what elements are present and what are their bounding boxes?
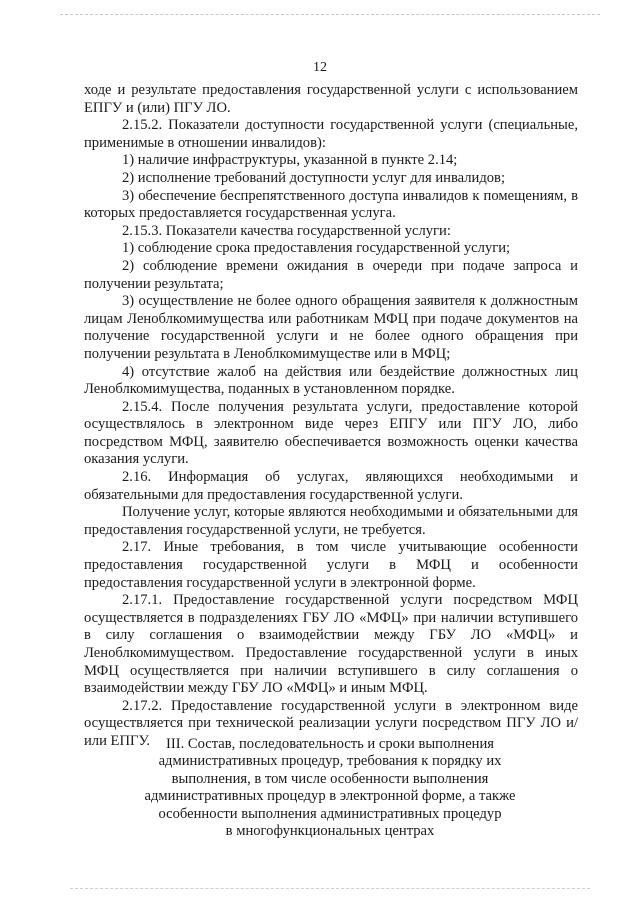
paragraph: ходе и результате предоставления государственной услуги с использованием ЕПГУ и (или) ПГУ ЛО.: [84, 82, 578, 116]
heading-line: административных процедур, требования к порядку их: [158, 753, 502, 770]
paragraph: 2.15.2. Показатели доступности государственной услуги (специальные, применимые в отношении инвалидов):: [84, 117, 578, 151]
paragraph: 2.16. Информация об услугах, являющихся необходимыми и обязательными для предоставления государственной услуги.: [84, 469, 578, 503]
list-item: 3) обеспечение беспрепятственного доступа инвалидов к помещениям, в которых предоставляется государственная услуга.: [84, 187, 578, 222]
scan-edge-top: [60, 14, 600, 16]
paragraph: 2.15.3. Показатели качества государственной услуги:: [122, 222, 451, 239]
list-item: 3) осуществление не более одного обращения заявителя к должностным лицам Леноблкомимущества или работникам МФЦ при подаче документов на получение государственной услуги и не более одного обращения при получении результата в Леноблкомимуществе или в МФЦ;: [84, 293, 578, 362]
scan-edge-bottom: [70, 888, 590, 890]
heading-line: выполнения, в том числе особенности выполнения: [171, 770, 489, 787]
heading-line: административных процедур в электронной форме, а также: [144, 788, 516, 805]
paragraph: 2.17.2. Предоставление государственной услуги в электронном виде осуществляется при технической реализации услуги посредством ПГУ ЛО и/или ЕПГУ.: [84, 697, 578, 749]
list-item: 1) наличие инфраструктуры, указанной в пункте 2.14;: [122, 152, 458, 169]
section-heading: [120, 736, 540, 840]
list-item: 2) соблюдение времени ожидания в очереди при подаче запроса и получении результата;: [84, 257, 578, 292]
heading-line: III. Состав, последовательность и сроки выполнения: [165, 736, 495, 752]
list-item: 4) отсутствие жалоб на действия или бездействие должностных лиц Леноблкомимущества, поданных в установленном порядке.: [84, 363, 578, 398]
heading-line: в многофункциональных центрах: [225, 823, 435, 840]
page-number: 12: [313, 60, 327, 75]
paragraph: Получение услуг, которые являются необходимыми и обязательными для предоставления государственной услуги, не требуется.: [84, 504, 578, 538]
list-item: 2) исполнение требований доступности услуг для инвалидов;: [122, 169, 506, 186]
paragraph: 2.17.1. Предоставление государственной услуги посредством МФЦ осуществляется в подразделениях ГБУ ЛО «МФЦ» при наличии вступившего в силу соглашения о взаимодействии между ГБУ ЛО «МФЦ» и Леноблкомимуществом. Предоставление государственной услуги в иных МФЦ осуществляется при наличии вступившего в силу соглашения о взаимодействии между ГБУ ЛО «МФЦ» и иным МФЦ.: [84, 592, 578, 697]
paragraph: 2.17. Иные требования, в том числе учитывающие особенности предоставления государственной услуги в МФЦ и особенности предоставления государственной услуги в электронной форме.: [84, 539, 578, 591]
list-item: 1) соблюдение срока предоставления государственной услуги;: [122, 240, 511, 257]
document-body: [84, 82, 578, 751]
heading-line: особенности выполнения административных процедур: [158, 805, 502, 822]
paragraph: 2.15.4. После получения результата услуги, предоставление которой осуществлялось в электронном виде через ЕПГУ или ПГУ ЛО, либо посредством МФЦ, заявителю обеспечивается возможность оценки качества оказания услуги.: [84, 398, 578, 468]
